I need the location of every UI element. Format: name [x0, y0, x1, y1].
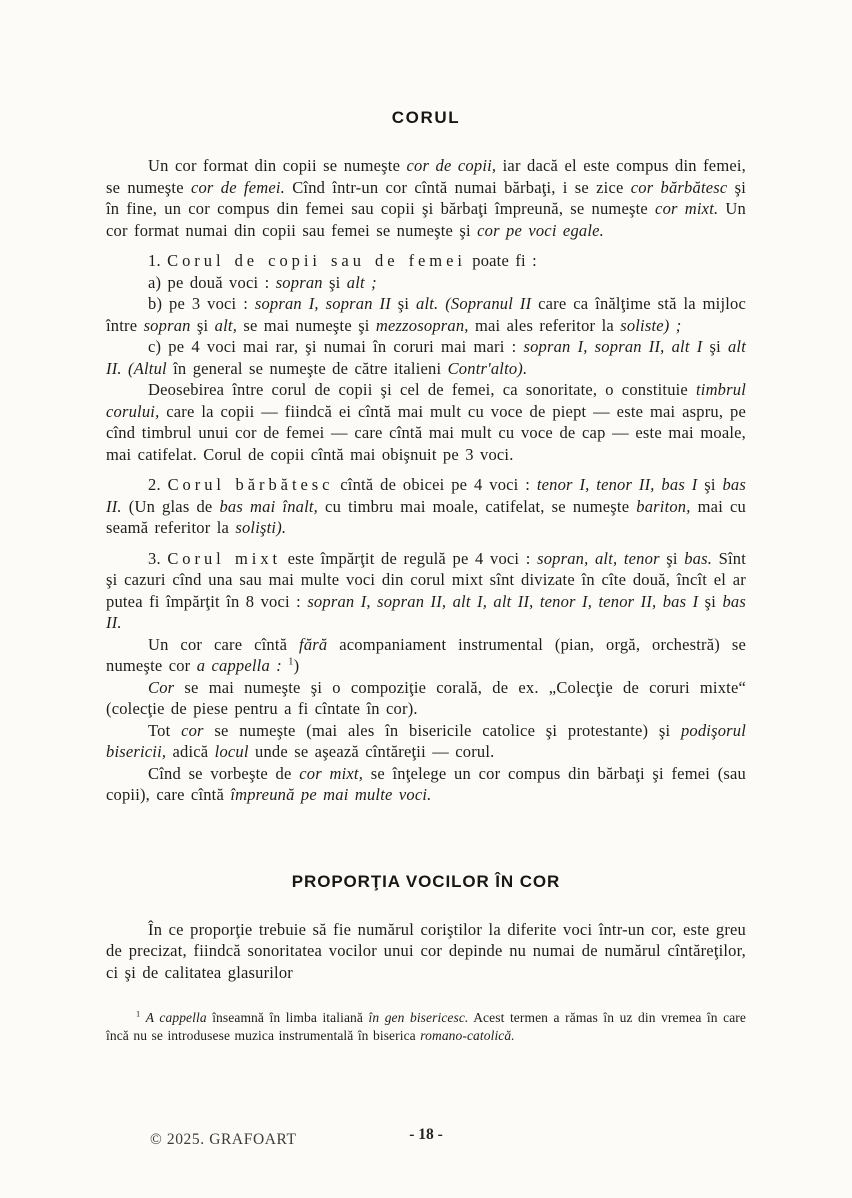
paragraph — [106, 720, 746, 763]
footnote-marker: 1 — [288, 656, 294, 668]
text-run: şi — [322, 272, 347, 292]
text-run: 1. — [148, 251, 168, 270]
text-run: Tot — [148, 720, 182, 740]
text-run: Sînt şi cazuri cînd una sau mai multe voci din corul mixt sînt divizate în cîte două, încît el ar putea fi împărţit în 8 voci : — [106, 548, 746, 611]
italic-text: cor mixt. — [655, 199, 719, 218]
text-run: Un cor care cîntă — [148, 634, 300, 654]
text-run: se mai numeşte şi o compoziţie corală, de ex. „Colecţie de coruri mixte“ (colecţie de piese pentru a fi cîntate în cor). — [106, 677, 746, 718]
text-run: Acest termen a rămas în uz din vremea în care încă nu se introdusese muzica instrumentală în biserica — [106, 1010, 746, 1043]
text-run: Deosebirea între corul de copii şi cel de femei, ca sonoritate, o constituie — [148, 380, 696, 399]
paragraph — [106, 272, 746, 294]
text-run: cîntă de obicei pe 4 voci : — [333, 475, 537, 494]
text-run: mai cu seamă referitor la — [106, 496, 746, 537]
text-run: şi — [702, 337, 728, 356]
paragraph — [106, 293, 746, 336]
footnote — [106, 1009, 746, 1044]
italic-text: bariton, — [636, 496, 691, 516]
text-run: Un cor format din copii se numeşte — [148, 156, 407, 175]
italic-text: sopran I, sopran II, alt I, alt II, tenor I, tenor II, bas I — [307, 591, 699, 611]
italic-text: alt. (Sopranul II — [416, 294, 532, 313]
paragraph — [106, 677, 746, 720]
paragraph — [106, 763, 746, 806]
italic-text: cor de femei. — [190, 177, 285, 197]
letterspaced-text: Corul mixt — [167, 548, 282, 568]
italic-text: A cappella — [145, 1010, 207, 1025]
text-run: se numeşte (mai ales în bisericile catolice şi protestante) şi — [203, 720, 681, 740]
italic-text: sopran — [143, 315, 191, 335]
page-number: - 18 - — [409, 1126, 443, 1143]
text-run: b) pe 3 voci : — [148, 294, 255, 313]
section-heading: PROPORŢIA VOCILOR ÎN COR — [291, 871, 561, 891]
italic-text: împreună pe mai multe voci. — [230, 785, 432, 804]
italic-text: romano-catolică. — [420, 1027, 515, 1043]
document-body — [106, 108, 746, 983]
text-run: şi — [390, 294, 417, 313]
paragraph — [106, 919, 746, 984]
text-run: şi — [190, 315, 215, 335]
text-run: ) — [293, 656, 300, 675]
italic-text: Cor — [148, 677, 175, 697]
text-run: şi — [659, 548, 685, 568]
text-run: şi — [697, 475, 723, 494]
italic-text: sopran I, sopran II — [254, 294, 391, 313]
italic-text: podişorul bisericii, — [106, 720, 747, 761]
italic-text: soliste) ; — [620, 315, 682, 335]
italic-text: în gen bisericesc. — [368, 1010, 469, 1025]
text-run: se înţelege un cor compus din bărbaţi şi femei (sau copii), care cîntă — [106, 763, 747, 804]
text-run: acompaniament instrumental (pian, orgă, orchestră) se numeşte cor — [106, 634, 746, 675]
text-run: mai ales referitor la — [468, 315, 621, 335]
text-run: a) pe două voci : — [148, 272, 276, 292]
italic-text: timbrul corului, — [106, 380, 746, 421]
page-title: CORUL — [391, 108, 461, 127]
italic-text: Contr'alto). — [447, 358, 528, 378]
italic-text: sopran, alt, tenor — [537, 548, 660, 568]
paragraph — [106, 548, 746, 634]
italic-text: cor pe voci egale. — [477, 220, 604, 240]
text-run: Cînd se vorbeşte de — [148, 763, 300, 783]
text-run: unde se aşează cîntăreţii — corul. — [248, 742, 495, 761]
text-run: şi — [698, 591, 723, 611]
text-run: este împărţit de regulă pe 4 voci : — [281, 548, 538, 568]
copyright-watermark: © 2025. GRAFOART — [150, 1131, 297, 1148]
paragraph — [106, 155, 746, 241]
paragraph — [106, 336, 746, 379]
text-run: şi în fine, un cor compus din femei sau copii şi bărbaţi împreună, se numeşte — [106, 177, 747, 218]
italic-text: bas mai înalt, — [219, 496, 319, 516]
text-run: în general se numeşte de către italieni — [166, 358, 448, 378]
italic-text: bas II. — [106, 475, 746, 516]
italic-text: locul — [214, 742, 249, 761]
italic-text: cor — [181, 720, 204, 740]
text-run: cu timbru mai moale, catifelat, se numeşte — [318, 496, 637, 516]
text-run: poate fi : — [465, 251, 537, 270]
paragraph — [106, 250, 746, 272]
footnote-marker: 1 — [136, 1009, 141, 1019]
italic-text: cor de copii, — [406, 156, 497, 175]
italic-text: fără — [299, 634, 328, 654]
italic-text: cor mixt, — [299, 763, 364, 783]
paragraph — [106, 634, 746, 677]
letterspaced-text: Corul de copii sau de femei — [167, 251, 466, 270]
text-run: (Un glas de — [121, 496, 220, 516]
italic-text: bas. — [684, 548, 713, 568]
text-run: În ce proporţie trebuie să fie numărul coriştilor la diferite voci într-un cor, este greu de precizat, fiindcă sonoritatea vocilor unui cor depinde nu numai de numărul cîntăreţilor, ci şi de calitatea glasurilor — [106, 919, 746, 982]
text-run: c) pe 4 voci mai rar, şi numai în coruri mai mari : — [148, 337, 524, 356]
text-run: se mai numeşte şi — [237, 315, 376, 335]
text-run: 2. — [148, 475, 168, 494]
italic-text: alt II. (Altul — [106, 337, 746, 378]
text-run: 3. — [148, 548, 168, 568]
italic-text: tenor I, tenor II, bas I — [536, 475, 698, 494]
italic-text: alt, — [214, 315, 238, 335]
italic-text: sopran — [275, 272, 323, 292]
text-run: care la copii — fiindcă ei cîntă mai mult cu voce de piept — este mai aspru, pe cînd timbrul unui cor de femei — care cîntă mai mult cu voce de cap — este mai moale, mai catifelat. Corul de copii cîntă mai obişnuit pe 3 voci. — [106, 401, 746, 464]
text-run: Cînd într-un cor cîntă numai bărbaţi, i se zice — [285, 177, 631, 197]
italic-text: sopran I, sopran II, alt I — [523, 337, 703, 356]
paragraph — [106, 379, 746, 465]
italic-text: a cappella : — [196, 656, 282, 675]
italic-text: alt ; — [346, 272, 377, 292]
text-run: iar dacă el este compus din femei, se numeşte — [106, 156, 746, 197]
text-run: adică — [166, 742, 215, 761]
italic-text: bas II. — [106, 591, 746, 632]
italic-text: mezzosopran, — [375, 315, 469, 335]
text-run: Un cor format numai din copii sau femei se numeşte şi — [106, 199, 747, 240]
letterspaced-text: Corul bărbătesc — [167, 475, 334, 494]
text-column — [106, 108, 746, 1044]
italic-text: cor bărbătesc — [630, 177, 728, 197]
paragraph — [106, 474, 746, 539]
text-run: care ca înălţime stă la mijloc între — [106, 294, 746, 335]
italic-text: solişti). — [235, 518, 287, 537]
text-run: înseamnă în limba italiană — [206, 1010, 369, 1025]
